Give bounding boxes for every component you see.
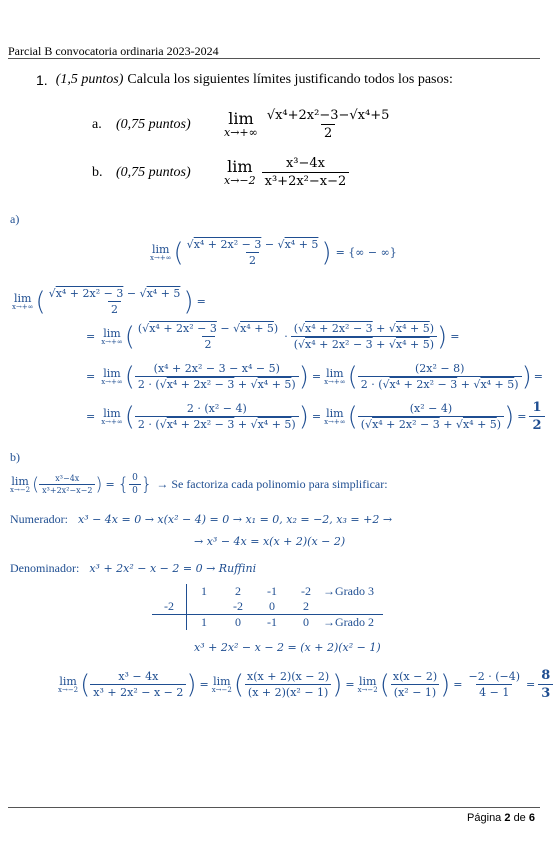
part-a xyxy=(92,108,392,141)
numerador-equation: x³ − 4x = 0 → x(x² − 4) = 0 → x₁ = 0, x₂ = −2, x₃ = +2 → xyxy=(77,513,393,526)
numerador-label: Numerador: xyxy=(10,512,68,526)
question-statement xyxy=(36,72,453,88)
part-a-points: (0,75 puntos) xyxy=(116,116,191,132)
question-text: Calcula los siguientes límites justificando todos los pasos: xyxy=(127,72,453,87)
solution-b-result: $\frac{8}{3}$ xyxy=(538,668,553,701)
solution-a-result: $\frac{1}{2}$ xyxy=(529,400,544,433)
document-header-title: Parcial B convocatoria ordinaria 2023-2024 xyxy=(8,44,219,58)
part-b xyxy=(92,156,349,189)
solution-a-label: a) xyxy=(10,212,20,226)
question-points: (1,5 puntos) xyxy=(55,72,124,87)
factor-note: → Se factoriza cada polinomio para simplificar: xyxy=(156,477,388,491)
part-b-label: b. xyxy=(92,164,103,180)
part-a-limit: lim x→+∞ xyxy=(224,109,258,139)
part-a-label: a. xyxy=(92,116,102,132)
question-number: 1. xyxy=(36,72,48,88)
indeterminate-zero: $\frac{0}{0}$ xyxy=(129,473,141,496)
indeterminate-inf: = {∞ − ∞} xyxy=(335,246,397,259)
solution-a-step4: = lim x→+∞ ( $\frac{\text{2 · (x² − 4)}}{\text{2 · (√x⁴ + 2x² − 3 + √x⁴ + 5)}}$ ) = lim x→+∞ ( $\frac{\text{(x² − 4)}}{\text{(√x⁴ + 2x² − 3 + √x⁴ + 5)}}$ ) = $\frac{1}{2}$ xyxy=(86,400,545,433)
part-b-limit: lim x→−2 xyxy=(224,157,256,187)
part-b-points: (0,75 puntos) xyxy=(116,164,191,180)
denominador-line xyxy=(10,561,256,576)
part-a-fraction: $\frac{\text{√x⁴+2x²−3−√x⁴+5}}{2}$ xyxy=(266,108,390,141)
solution-b-intro: lim x→−2 ( $\frac{\text{x³−4x}}{\text{x³+2x²−x−2}}$ ) = { $\frac{0}{0}$ } → Se factoriza cada polinomio para simplificar: xyxy=(10,473,388,496)
solution-b-final: lim x→−2 ( $\frac{\text{x³ − 4x}}{\text{x³ + 2x² − x − 2}}$ ) = lim x→−2 ( $\frac{x(x + 2)(x - 2)}{\text{(x + 2)(x² − 1)}}$ ) = lim x→−2 ( $\frac{x(x - 2)}{\text{(x² − 1)}}$ ) = $\frac{-2 \cdot (-4)}{4 - 1}$ = $\frac{8}{3}$ xyxy=(58,668,553,701)
numerador-factorization: → x³ − 4x = x(x + 2)(x − 2) xyxy=(194,535,346,548)
solution-a-setup: lim x→+∞ ( $\frac{\text{√x⁴ + 2x² − 3 − √x⁴ + 5}}{2}$ ) = {∞ − ∞} xyxy=(150,237,397,268)
ruffini-table: 1 2 -1 -2 →Grado 3 -2 -2 0 2 1 0 -1 0 →Grado 2 xyxy=(152,584,383,630)
solution-a-step1: lim x→+∞ ( $\frac{\text{√x⁴ + 2x² − 3 − √x⁴ + 5}}{2}$ ) = xyxy=(12,286,206,317)
solution-b-label: b) xyxy=(10,450,20,464)
solution-a-step3: = lim x→+∞ ( $\frac{\text{(x⁴ + 2x² − 3 − x⁴ − 5)}}{\text{2 · (√x⁴ + 2x² − 3 + √x⁴ + 5)}}$ ) = lim x→+∞ ( $\frac{\text{(2x² − 8)}}{\text{2 · (√x⁴ + 2x² − 3 + √x⁴ + 5)}}$ ) = xyxy=(86,361,543,392)
page-number: Página 2 de 6 xyxy=(467,812,535,824)
denominador-equation: x³ + 2x² − x − 2 = 0 → Ruffini xyxy=(89,562,257,575)
footer-rule xyxy=(8,807,540,808)
denominador-factorization: x³ + 2x² − x − 2 = (x + 2)(x² − 1) xyxy=(194,641,381,654)
part-b-fraction: $\frac{\text{x³−4x}}{\text{x³+2x²−x−2}}$ xyxy=(262,156,350,189)
header-rule xyxy=(8,58,540,59)
denominador-label: Denominador: xyxy=(10,561,80,575)
solution-a-step2: = lim x→+∞ ( $\frac{\text{(√x⁴ + 2x² − 3 − √x⁴ + 5)}}{2}$ · $\frac{\text{(√x⁴ + 2x² − 3 + √x⁴ + 5)}}{\text{(√x⁴ + 2x² − 3 + √x⁴ + 5)}}$ ) = xyxy=(86,321,460,352)
numerador-line xyxy=(10,512,392,527)
